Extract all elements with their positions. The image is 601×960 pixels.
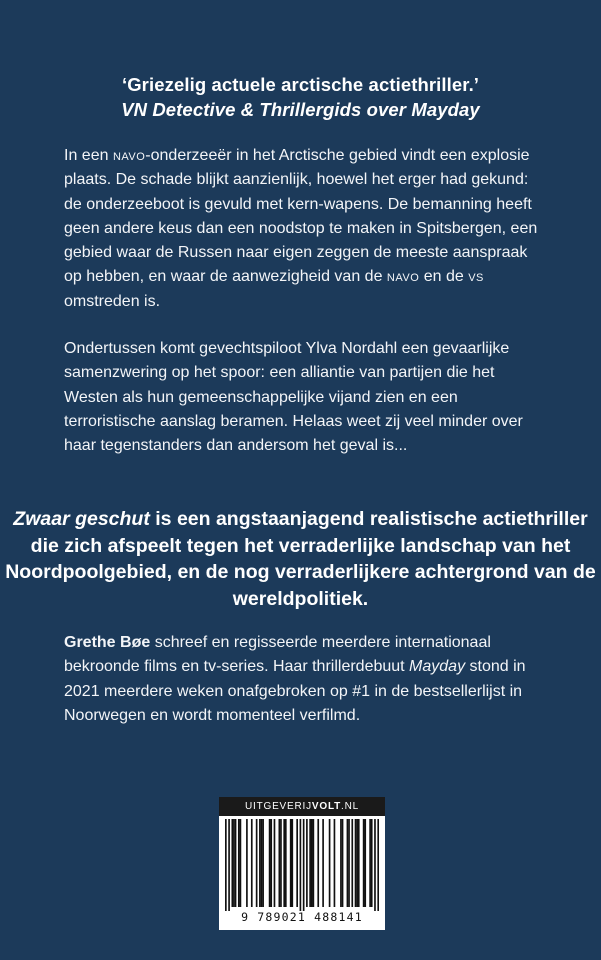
- quote-source-mid: over: [361, 99, 412, 120]
- barcode-bar: [278, 819, 280, 907]
- quote-text: ‘Griezelig actuele arctische actiethriller.’: [121, 74, 480, 95]
- publisher-label: [219, 797, 385, 816]
- barcode-bar: [270, 819, 272, 907]
- barcode-bar: [334, 819, 336, 907]
- barcode-bar: [269, 819, 271, 907]
- publisher-brand: VOLT: [311, 801, 342, 812]
- tagline: [0, 506, 601, 612]
- barcode-bar: [371, 819, 373, 907]
- author-bio-part-b: stond in 2021 meerdere weken onafgebroken op #1 in de bestsellerlijst in Noorwegen en wordt momenteel verfilmd.: [64, 658, 526, 724]
- barcode-bar: [351, 819, 353, 907]
- barcode-bar: [313, 819, 315, 907]
- blurb1-part-b: -onderzeeër in het Arctische gebied vindt een explosie plaats. De schade blijkt aanzienlijk, hoewel het erger had gekund: de onderzeeboot is gevuld met kern-wapens. De bemanning heeft geen andere keus dan een noodstop te maken in Spitsbergen, een gebied waar de Russen naar eigen zeggen de meeste aanspraak op hebben, en waar de aanwezigheid van de: [64, 147, 538, 286]
- barcode-bar: [283, 819, 285, 907]
- barcode-bar: [311, 819, 313, 907]
- barcode-bar: [285, 819, 287, 907]
- blurb-paragraph-2: Ondertussen komt gevechtspiloot Ylva Nordahl een gevaarlijke samenzwering op het spoor: een alliantie van partijen die het Westen als hun gemeenschappelijke vijand zien en een terroristische aanslag beramen. Helaas weet zij veel minder over haar tegenstanders dan andersom het geval is...: [64, 340, 523, 455]
- barcode-bar: [231, 819, 233, 907]
- barcode-bar: [355, 819, 357, 907]
- barcode-bar: [262, 819, 264, 907]
- barcode-bar: [251, 819, 253, 907]
- barcode-bar: [363, 819, 365, 907]
- barcode-bar: [228, 819, 230, 911]
- barcode-bar: [322, 819, 324, 907]
- barcode-bar: [280, 819, 282, 907]
- barcode-bar: [238, 819, 240, 907]
- barcode-bar: [340, 819, 342, 907]
- blurb1-vs: vs: [468, 268, 484, 286]
- blurb-paragraph-1: [64, 144, 544, 314]
- author-name: Grethe Bøe: [64, 634, 151, 651]
- quote-source: [0, 97, 601, 122]
- barcode-bar: [246, 819, 248, 907]
- barcode-bar: [342, 819, 344, 907]
- barcode-bar: [235, 819, 237, 907]
- blurb1-navo-1: navo: [112, 147, 146, 164]
- blurb1-navo-2: navo: [386, 268, 420, 286]
- barcode-bar: [261, 819, 263, 907]
- barcode-bar: [256, 819, 258, 907]
- barcode-bar: [329, 819, 331, 907]
- barcode-bar: [300, 819, 302, 911]
- barcode-icon: [225, 819, 379, 911]
- barcode-bar: [303, 819, 305, 911]
- barcode-bar: [291, 819, 293, 907]
- barcode-bar: [348, 819, 350, 907]
- review-quote: [0, 72, 601, 122]
- barcode-bar: [290, 819, 292, 907]
- tagline-text: is een angstaanjagend realistische actiethriller die zich afspeelt tegen het verraderlijke landschap van het Noordpoolgebied, en de nog verraderlijkere achtergrond van de wereldpolitiek.: [5, 508, 596, 610]
- barcode-bar: [233, 819, 235, 907]
- tagline-book-title: Zwaar geschut: [13, 508, 150, 530]
- blurb1-part-a: In een: [64, 147, 113, 164]
- quote-source-book: Mayday: [411, 99, 480, 120]
- barcode-bar: [309, 819, 311, 907]
- barcode-bar: [347, 819, 349, 907]
- author-bio-part-a: schreef en regisseerde meerdere internationaal bekroonde films en tv-series. Haar thrillerdebuut: [64, 634, 491, 676]
- publisher-prefix: UITGEVERIJ: [245, 801, 312, 812]
- barcode-bar: [377, 819, 379, 911]
- barcode-block: [219, 797, 385, 930]
- blurb1-part-c: en de: [419, 268, 469, 286]
- barcode-bar: [374, 819, 376, 911]
- barcode-bar: [358, 819, 360, 907]
- barcode-bar: [259, 819, 261, 907]
- barcode-bar: [364, 819, 366, 907]
- barcode-bar: [306, 819, 308, 907]
- barcode-bar: [369, 819, 371, 907]
- author-debut-title: Mayday: [409, 658, 466, 676]
- blurb1-part-d: omstreden is.: [64, 292, 161, 310]
- barcode-bar: [240, 819, 242, 907]
- isbn-number: 9 789021 488141: [241, 910, 363, 924]
- barcode-bar: [274, 819, 276, 907]
- barcode-bar: [317, 819, 319, 907]
- author-bio: [64, 631, 544, 728]
- barcode-bar: [356, 819, 358, 907]
- publisher-suffix: .NL: [341, 801, 359, 812]
- barcode-bar: [225, 819, 227, 911]
- barcode-bar: [296, 819, 298, 907]
- quote-source-title: VN Detective & Thrillergids: [121, 99, 362, 120]
